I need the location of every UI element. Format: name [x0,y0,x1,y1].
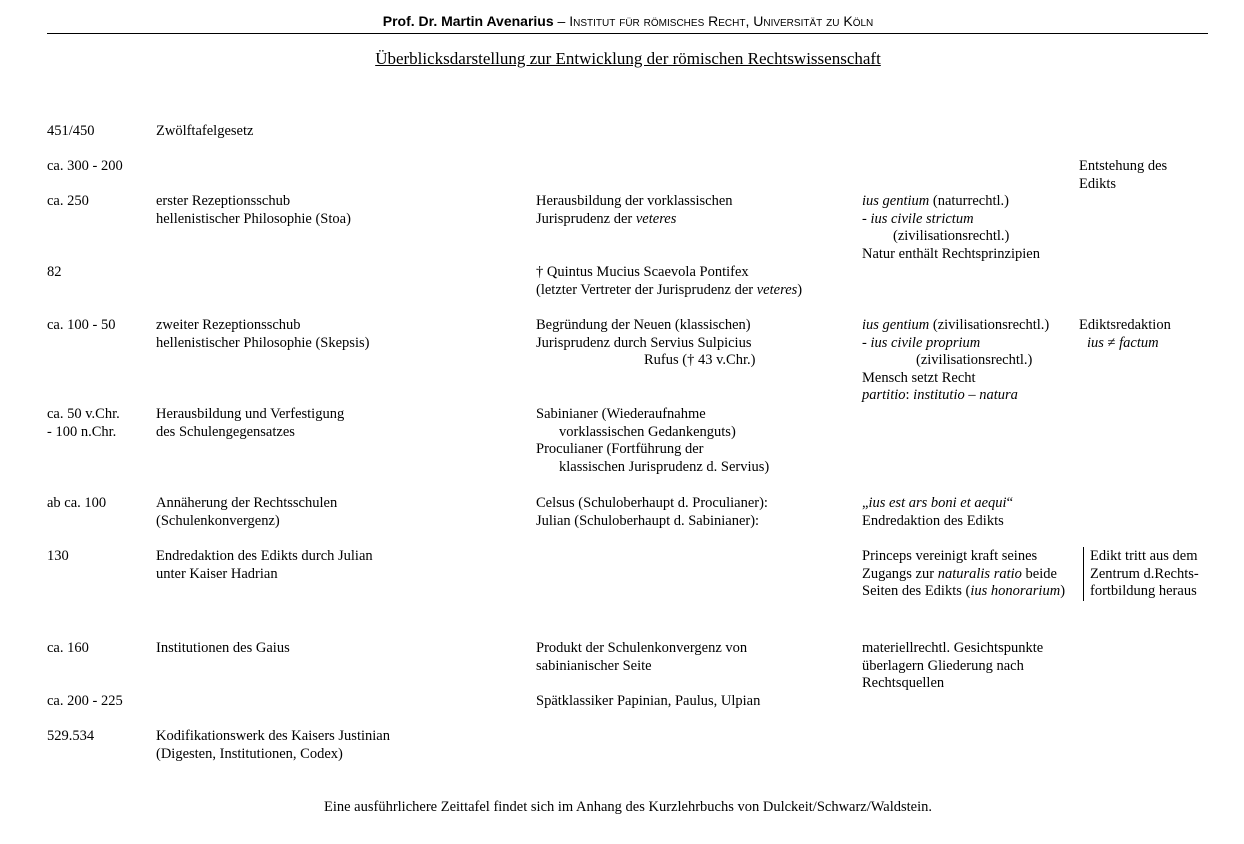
author-name: Prof. Dr. Martin Avenarius [382,13,554,29]
jurisprudence-cell [536,406,769,476]
line: Natur enthält Rechtsprinzipien [862,245,1040,262]
line: Julian (Schuloberhaupt d. Sabinianer): [536,512,760,529]
event-cell [156,193,351,228]
line-part: “ [1006,495,1014,511]
line-part: beide [1021,565,1057,582]
line-part-italic: ius honorarium [970,583,1061,600]
line: erster Rezeptionsschub [156,193,291,209]
event-cell: Zwölftafelgesetz [156,123,254,139]
concept-cell [862,317,1049,405]
edict-cell [1079,158,1167,193]
edict-cell [1079,317,1171,352]
date-cell: 130 [47,548,69,564]
event-cell: Institutionen des Gaius [156,640,290,656]
edict-cell [1090,548,1199,601]
line: fortbildung heraus [1090,583,1197,600]
line-part-italic: veteres [756,281,798,298]
date-cell: ca. 160 [47,640,89,656]
concept-cell [862,640,1043,693]
line-italic: - ius civile strictum [862,210,974,227]
line-part: (letzter Vertreter der Jurisprudenz der [536,281,757,298]
event-cell [156,317,369,352]
line: ca. 50 v.Chr. [47,406,120,422]
event-cell [156,548,373,583]
line: Rufus († 43 v.Chr.) [644,352,756,369]
jurisprudence-cell [536,495,768,530]
line: Zentrum d.Rechts- [1090,565,1199,582]
date-cell: ab ca. 100 [47,495,107,511]
jurisprudence-cell: Spätklassiker Papinian, Paulus, Ulpian [536,693,761,709]
line-part-italic: factum [1119,334,1159,351]
date-cell [47,406,120,441]
date-cell: 451/450 [47,123,95,139]
line: überlagern Gliederung nach [862,657,1024,674]
footer-note: Eine ausführlichere Zeittafel findet sich im Anhang des Kurzlehrbuchs von Dulckeit/Schwarz/Waldstein. [323,799,933,815]
line-part: : [905,387,914,404]
line: materiellrechtl. Gesichtspunkte [862,640,1044,656]
line: unter Kaiser Hadrian [156,565,278,582]
line-part-italic: institutio – natura [913,387,1018,404]
line: hellenistischer Philosophie (Skepsis) [156,334,370,351]
line: Sabinianer (Wiederaufnahme [536,406,706,422]
jurisprudence-cell [536,317,755,370]
line: Kodifikationswerk des Kaisers Justinian [156,728,390,744]
jurisprudence-cell [536,264,802,299]
line-part-italic-wrap [1079,335,1159,351]
line-part: Zugangs zur [862,565,938,582]
date-cell: 82 [47,264,62,280]
line-part: Jurisprudenz der [536,210,636,227]
line: - 100 n.Chr. [47,423,117,440]
line: Herausbildung und Verfestigung [156,406,345,422]
line-part-italic: partitio [862,387,906,404]
event-cell [156,406,344,441]
concept-cell [862,495,1013,530]
line-part: ) [1060,583,1066,600]
line: Produkt der Schulenkonvergenz von [536,640,748,656]
header-rule [47,33,1208,34]
line: Endredaktion des Edikts [862,512,1004,529]
line: † Quintus Mucius Scaevola Pontifex [536,264,749,280]
line: sabinianischer Seite [536,657,652,674]
date-cell: ca. 250 [47,193,89,209]
date-cell: ca. 200 - 225 [47,693,123,709]
institute-name: Institut für römisches Recht, Universität zu Köln [569,13,874,29]
line: Proculianer (Fortführung der [536,441,704,458]
line-part: (naturrechtl.) [929,193,1009,209]
line-part-italic: naturalis ratio [937,565,1022,582]
line: Edikts [1079,175,1117,192]
event-cell [156,495,337,530]
page-header [0,13,1244,31]
line: klassischen Jurisprudenz d. Servius) [559,458,770,475]
line-italic: - ius civile proprium [862,334,981,351]
line-part-italic: ius est ars boni et aequi [868,495,1007,511]
line-part: Seiten des Edikts ( [862,583,971,600]
line: Princeps vereinigt kraft seines [862,548,1038,564]
line: (zivilisationsrechtl.) [916,352,1033,369]
document-title: Überblicksdarstellung zur Entwicklung der römischen Rechtswissenschaft [375,49,881,68]
line: Jurisprudenz durch Servius Sulpicius [536,334,752,351]
line-part: „ [862,495,869,511]
line: des Schulengegensatzes [156,423,295,440]
jurisprudence-cell [536,640,747,675]
line: (Schulenkonvergenz) [156,512,280,529]
line: Ediktsredaktion [1079,317,1171,333]
line-part: ≠ [1103,334,1120,351]
line: (zivilisationsrechtl.) [893,228,1010,245]
line: Rechtsquellen [862,675,945,692]
line: Edikt tritt aus dem [1090,548,1198,564]
line: hellenistischer Philosophie (Stoa) [156,210,351,227]
line: Mensch setzt Recht [862,369,976,386]
date-cell: 529.534 [47,728,95,744]
line: Celsus (Schuloberhaupt d. Proculianer): [536,495,768,511]
line-part-italic: ius gentium [862,193,930,209]
concept-cell [862,548,1065,601]
line: Endredaktion des Edikts durch Julian [156,548,373,564]
line: Entstehung des [1079,158,1168,174]
line-part-italic: ius gentium [862,317,930,333]
line: Annäherung der Rechtsschulen [156,495,338,511]
line: Herausbildung der vorklassischen [536,193,733,209]
concept-cell [862,193,1040,263]
date-cell: ca. 300 - 200 [47,158,123,174]
line-part: (zivilisationsrechtl.) [929,317,1050,333]
line-part-italic: ius [1087,334,1104,351]
header-separator: – [553,13,570,29]
line: zweiter Rezeptionsschub [156,317,301,333]
line: Begründung der Neuen (klassischen) [536,317,751,333]
line-part-italic: veteres [635,210,677,227]
line: vorklassischen Gedankenguts) [559,423,736,440]
date-cell: ca. 100 - 50 [47,317,116,333]
line: (Digesten, Institutionen, Codex) [156,745,343,762]
jurisprudence-cell [536,193,733,228]
event-cell [156,728,390,763]
line-part: ) [797,281,803,298]
vertical-divider [1083,547,1084,601]
